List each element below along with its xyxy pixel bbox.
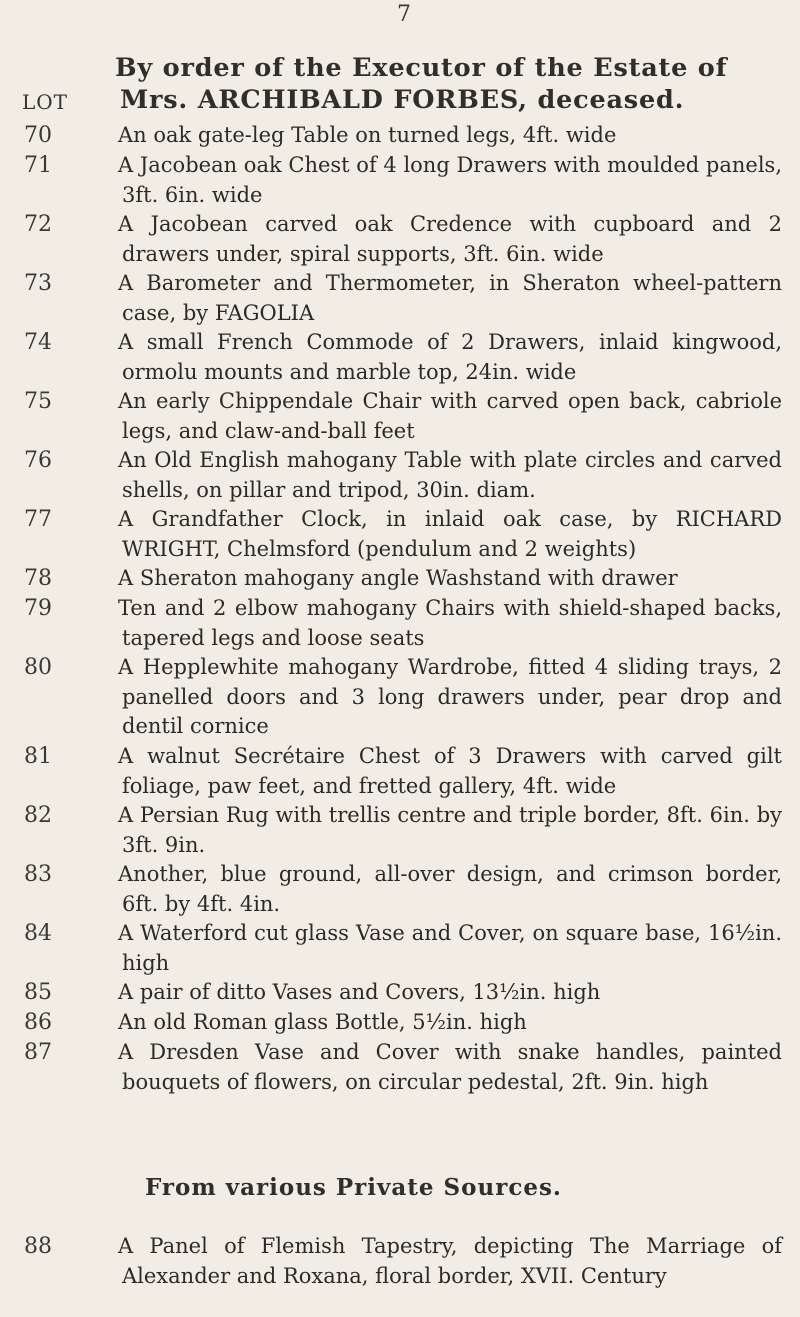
- lot-number: 85: [24, 980, 52, 1005]
- lot-description: A Panel of Flemish Tapestry, depicting The Marriage of Alexander and Roxana, floral border, XVII. Century: [118, 1234, 782, 1288]
- lot-description: A walnut Secrétaire Chest of 3 Drawers with carved gilt foliage, paw feet, and fretted gallery, 4ft. wide: [118, 744, 782, 798]
- lot-column-label: LOT: [22, 90, 69, 114]
- lot-number: 78: [24, 566, 52, 591]
- lot-description: A Persian Rug with trellis centre and triple border, 8ft. 6in. by 3ft. 9in.: [118, 803, 782, 857]
- lot-number: 79: [24, 596, 52, 621]
- lot-description: An Old English mahogany Table with plate circles and carved shells, on pillar and tripod, 30in. diam.: [118, 448, 782, 502]
- lot-number: 82: [24, 803, 52, 828]
- lot-number: 77: [24, 507, 52, 532]
- lot-number: 88: [24, 1234, 52, 1259]
- lot-description: A Jacobean oak Chest of 4 long Drawers with moulded panels, 3ft. 6in. wide: [118, 153, 782, 207]
- header-line-2: Mrs. ARCHIBALD FORBES, deceased.: [120, 85, 685, 115]
- lot-description: A Grandfather Clock, in inlaid oak case, by RICHARD WRIGHT, Chelmsford (pendulum and 2 weights): [118, 507, 782, 561]
- lot-description: A Hepplewhite mahogany Wardrobe, fitted 4 sliding trays, 2 panelled doors and 3 long drawers under, pear drop and dentil cornice: [118, 655, 782, 738]
- lot-number: 83: [24, 862, 52, 887]
- lot-description: Another, blue ground, all-over design, and crimson border, 6ft. by 4ft. 4in.: [118, 862, 782, 916]
- lot-number: 76: [24, 448, 52, 473]
- lot-description: An old Roman glass Bottle, 5½in. high: [118, 1010, 527, 1034]
- estate-header: [115, 52, 785, 116]
- lot-number: 70: [24, 123, 52, 148]
- lot-description: An oak gate-leg Table on turned legs, 4ft. wide: [118, 123, 617, 147]
- header-line-1: By order of the Executor of the Estate of: [115, 53, 728, 83]
- lot-number: 87: [24, 1040, 52, 1065]
- lot-number: 84: [24, 921, 52, 946]
- lot-description: A Jacobean carved oak Credence with cupboard and 2 drawers under, spiral supports, 3ft. 6in. wide: [118, 212, 782, 266]
- lot-description: An early Chippendale Chair with carved open back, cabriole legs, and claw-and-ball feet: [118, 389, 782, 443]
- lot-number: 86: [24, 1010, 52, 1035]
- lot-number: 73: [24, 271, 52, 296]
- lot-number: 81: [24, 744, 52, 769]
- lot-description: A Dresden Vase and Cover with snake handles, painted bouquets of flowers, on circular pedestal, 2ft. 9in. high: [118, 1040, 782, 1094]
- lot-description: A Sheraton mahogany angle Washstand with drawer: [118, 566, 678, 590]
- lot-description: A pair of ditto Vases and Covers, 13½in. high: [118, 980, 601, 1004]
- lot-number: 80: [24, 655, 52, 680]
- lot-number: 75: [24, 389, 52, 414]
- lot-description: A Barometer and Thermometer, in Sheraton wheel-pattern case, by FAGOLIA: [118, 271, 782, 325]
- lot-description: A small French Commode of 2 Drawers, inlaid kingwood, ormolu mounts and marble top, 24in. wide: [118, 330, 782, 384]
- lot-number: 71: [24, 153, 52, 178]
- lot-description: A Waterford cut glass Vase and Cover, on square base, 16½in. high: [118, 921, 782, 975]
- lot-number: 72: [24, 212, 52, 237]
- section-heading: From various Private Sources.: [145, 1174, 562, 1201]
- lot-description: Ten and 2 elbow mahogany Chairs with shield-shaped backs, tapered legs and loose seats: [118, 596, 782, 650]
- page-number: 7: [397, 2, 411, 27]
- lot-number: 74: [24, 330, 52, 355]
